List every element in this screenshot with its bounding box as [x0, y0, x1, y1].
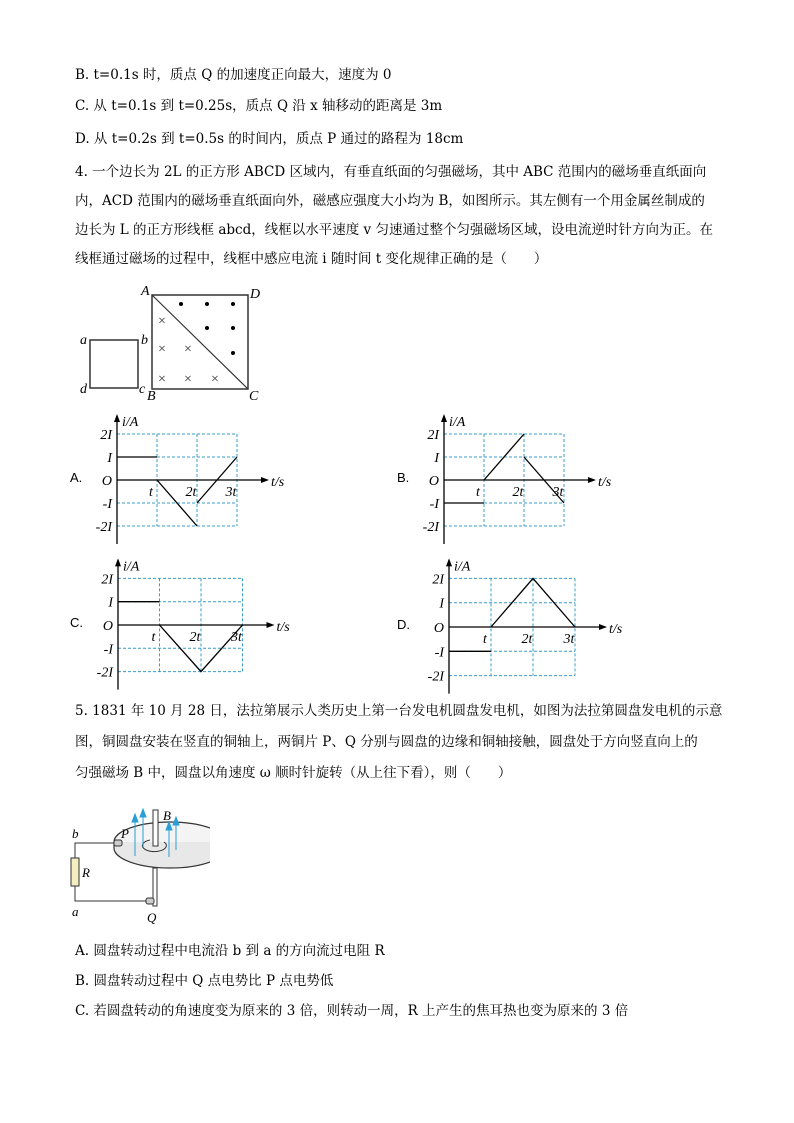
- q5-option-c: C. 若圆盘转动的角速度变为原来的 3 倍，则转动一周，R 上产生的焦耳热也变为原来的 3 倍: [75, 1003, 629, 1019]
- x-tick-label: t: [476, 485, 480, 500]
- graph-option-label: B.: [397, 470, 410, 485]
- q5-stem-line: 匀强磁场 B 中，圆盘以角速度 ω 顺时针旋转（从上往下看），则（ ）: [75, 765, 512, 781]
- label-A: A: [141, 284, 150, 299]
- x-axis-label: t/s: [609, 622, 623, 637]
- y-tick-label: 2I: [100, 428, 112, 443]
- y-tick-label: 2I: [427, 428, 439, 443]
- label-b: b: [72, 826, 79, 841]
- y-tick-label: -I: [102, 497, 112, 512]
- q5-disk-generator-figure: [60, 790, 210, 925]
- graph-d: [389, 552, 629, 697]
- x-axis-arrow-icon: [588, 477, 596, 483]
- svg-text:×: ×: [158, 372, 166, 387]
- y-axis-label: i/A: [122, 415, 139, 430]
- label-D: D: [250, 287, 261, 302]
- q4-stem-line: 线框通过磁场的过程中，线框中感应电流 i 随时间 t 变化规律正确的是（ ）: [75, 251, 548, 267]
- y-tick-label: I: [439, 596, 444, 612]
- y-tick-label: O: [101, 474, 112, 489]
- svg-text:×: ×: [184, 342, 192, 357]
- y-axis-label: i/A: [123, 559, 140, 575]
- q4-stem-line: 内，ACD 范围内的磁场垂直纸面向外，磁感应强度大小均为 B，如图所示。其左侧有一个用金属丝制成的: [75, 193, 705, 209]
- q5-option-a: A. 圆盘转动过程中电流沿 b 到 a 的方向流过电阻 R: [75, 943, 385, 959]
- q5-stem-line: 图，铜圆盘安装在竖直的铜轴上，两铜片 P、Q 分别与圆盘的边缘和铜轴接触，圆盘处于方向竖直向上的: [75, 734, 698, 750]
- svg-text:×: ×: [211, 372, 219, 387]
- q5-stem-line: 5. 1831 年 10 月 28 日，法拉第展示人类历史上第一台发电机圆盘发电机，如图为法拉第圆盘发电机的示意: [75, 703, 723, 719]
- wire-b: [75, 843, 120, 858]
- y-tick-label: -I: [103, 642, 113, 658]
- y-tick-label: O: [102, 619, 113, 634]
- y-tick-label: O: [433, 621, 444, 636]
- y-axis-label: i/A: [454, 559, 471, 575]
- q3-option-b: B. t=0.1s 时，质点 Q 的加速度正向最大，速度为 0: [75, 67, 392, 83]
- x-tick-label: 3t: [231, 630, 242, 645]
- q5-option-b: B. 圆盘转动过程中 Q 点电势比 P 点电势低: [75, 973, 334, 989]
- label-a: a: [72, 904, 79, 919]
- wire-a: [75, 886, 150, 901]
- x-tick-label: 3t: [225, 485, 237, 500]
- graph-c: [58, 550, 298, 695]
- label-b: b: [141, 333, 148, 348]
- y-axis-arrow-icon: [114, 414, 120, 422]
- q4-stem-line: 边长为 L 的正方形线框 abcd，线框以水平速度 v 匀速通过整个匀强磁场区域，设电流逆时针方向为正。在: [75, 222, 713, 238]
- x-tick-label: 3t: [552, 485, 564, 500]
- svg-text:×: ×: [184, 372, 192, 387]
- y-tick-label: I: [108, 595, 113, 611]
- y-axis-arrow-icon: [115, 558, 121, 566]
- label-c: c: [139, 382, 146, 397]
- y-tick-label: 2I: [101, 572, 113, 588]
- y-tick-label: -I: [434, 645, 444, 661]
- y-tick-label: -2I: [422, 520, 439, 535]
- disk-rim: [114, 842, 210, 868]
- graph-option-label: C.: [70, 615, 83, 630]
- graph-a: [57, 405, 297, 550]
- label-field-b: B: [163, 808, 171, 823]
- y-axis-arrow-icon: [446, 558, 452, 566]
- y-tick-label: O: [428, 474, 439, 489]
- label-d: d: [80, 382, 87, 397]
- x-axis-arrow-icon: [599, 624, 607, 630]
- label-r: R: [82, 865, 90, 880]
- svg-text:×: ×: [158, 342, 166, 357]
- label-B: B: [147, 389, 156, 400]
- x-tick-label: 2t: [512, 485, 524, 500]
- y-tick-label: -2I: [95, 520, 112, 535]
- label-a: a: [80, 333, 87, 348]
- graph-b: [384, 405, 624, 550]
- q3-option-c: C. 从 t=0.1s 到 t=0.25s，质点 Q 沿 x 轴移动的距离是 3m: [75, 98, 443, 114]
- label-q: Q: [147, 910, 157, 925]
- copper-axle-top: [153, 810, 158, 846]
- x-tick-label: 3t: [563, 632, 575, 647]
- wire-frame-abcd: [90, 340, 138, 388]
- q4-field-figure: [70, 280, 270, 400]
- y-axis-label: i/A: [449, 415, 466, 430]
- x-axis-label: t/s: [271, 475, 285, 490]
- x-tick-label: t: [149, 485, 153, 500]
- y-tick-label: I: [434, 451, 439, 466]
- x-axis-label: t/s: [276, 620, 290, 635]
- x-axis-arrow-icon: [261, 477, 269, 483]
- x-tick-label: t: [483, 632, 487, 647]
- field-in-crosses: [158, 314, 219, 387]
- x-tick-label: 2t: [185, 485, 197, 500]
- y-tick-label: I: [107, 451, 112, 466]
- graph-option-label: D.: [397, 617, 410, 632]
- q3-option-d: D. 从 t=0.2s 到 t=0.5s 的时间内，质点 P 通过的路程为 18cm: [75, 131, 464, 147]
- graph-option-label: A.: [70, 470, 83, 485]
- label-C: C: [249, 389, 259, 400]
- brush-q: [146, 898, 154, 904]
- q4-stem-line: 4. 一个边长为 2L 的正方形 ABCD 区域内，有垂直纸面的匀强磁场，其中 ABC 范围内的磁场垂直纸面向: [75, 164, 707, 180]
- diagonal-ac: [152, 295, 248, 389]
- svg-text:×: ×: [158, 314, 166, 329]
- x-axis-label: t/s: [598, 475, 612, 490]
- y-tick-label: -2I: [427, 669, 444, 685]
- y-tick-label: -I: [429, 497, 439, 512]
- x-tick-label: 2t: [189, 630, 201, 645]
- x-tick-label: 2t: [521, 632, 533, 647]
- y-axis-arrow-icon: [441, 414, 447, 422]
- x-tick-label: t: [151, 630, 156, 645]
- y-tick-label: -2I: [96, 665, 113, 681]
- label-p: P: [121, 826, 129, 841]
- y-tick-label: 2I: [432, 572, 444, 588]
- resistor-r: [71, 858, 79, 886]
- x-axis-arrow-icon: [267, 622, 275, 628]
